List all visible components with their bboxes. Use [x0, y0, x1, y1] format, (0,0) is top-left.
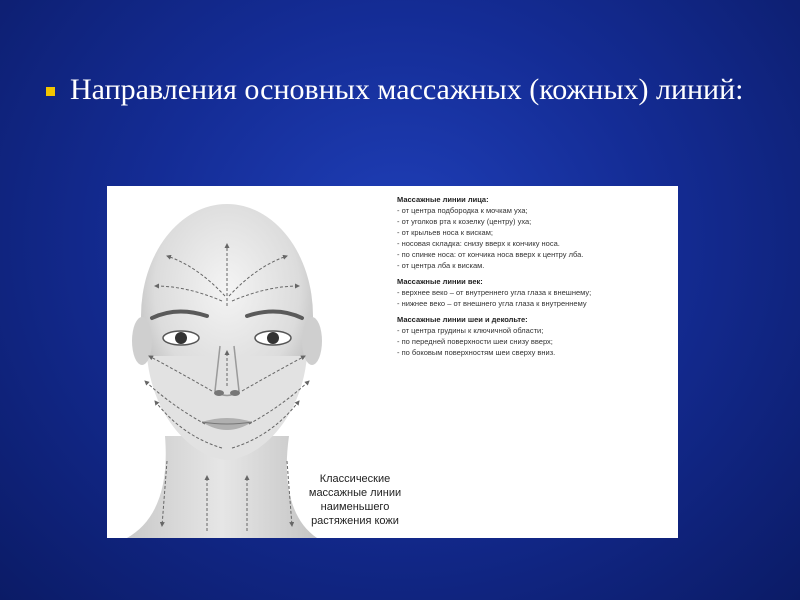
massage-lines-legend [397, 194, 675, 358]
list-item: - нижнее веко – от внешнего угла глаза к внутреннему [397, 299, 587, 308]
left-ear [132, 317, 152, 365]
caption-line: Классические [319, 473, 391, 485]
list-item: - от центра лба к вискам. [397, 261, 485, 270]
list-item: - по спинке носа: от кончика носа вверх к центру лба. [397, 250, 584, 259]
list-item: - верхнее веко – от внутреннего угла глаза к внешнему; [397, 288, 592, 297]
list-item: - носовая складка: снизу вверх к кончику носа. [397, 239, 560, 248]
list-item: - от центра грудины к ключичной области; [397, 326, 544, 335]
list-item: - по передней поверхности шеи снизу вверх; [397, 337, 553, 346]
right-ear [302, 317, 322, 365]
list-item: - от уголков рта к козелку (центру) уха; [397, 217, 532, 226]
caption-line: массажные линии [308, 487, 402, 499]
slide-title: Направления основных массажных (кожных) линий: [70, 73, 744, 106]
list-item: - от крыльев носа к вискам; [397, 228, 493, 237]
caption-line: наименьшего [320, 501, 390, 513]
bullet-square-icon [46, 87, 55, 96]
list-item: - от центра подбородка к мочкам уха; [397, 206, 528, 215]
figure-caption [275, 472, 435, 528]
caption-line: растяжения кожи [311, 515, 399, 527]
section-title-face: Массажные линии лица: [397, 195, 489, 204]
section-title-eyelids: Массажные линии век: [397, 277, 483, 286]
massage-lines-figure [107, 186, 678, 538]
list-item: - по боковым поверхностям шеи сверху вниз. [397, 348, 556, 357]
section-title-neck: Массажные линии шеи и декольте: [397, 315, 528, 324]
